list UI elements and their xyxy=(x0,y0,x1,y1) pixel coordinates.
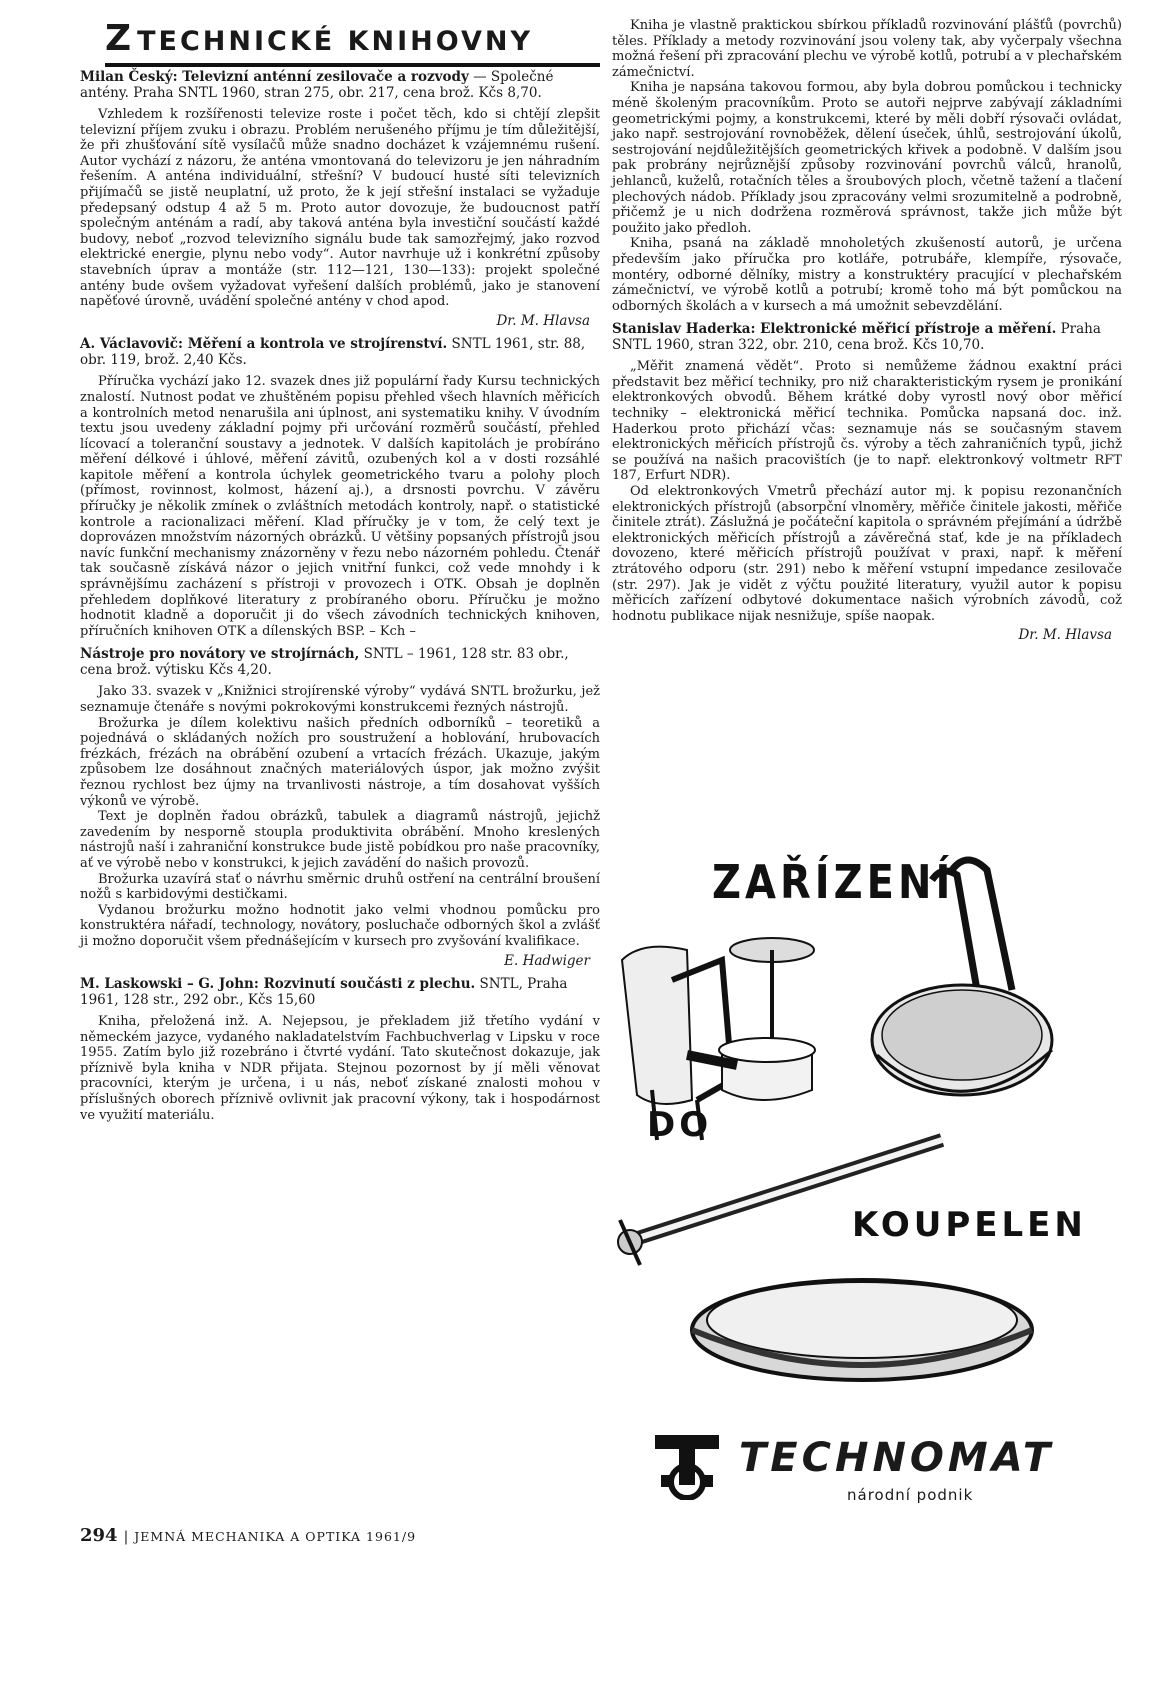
review-body xyxy=(612,18,1122,314)
section-title-initial: Z xyxy=(105,18,132,59)
review-heading xyxy=(80,647,600,678)
review-heading xyxy=(80,70,600,101)
section-header xyxy=(105,18,600,67)
review-authors: M. Laskowski – G. John: xyxy=(80,976,259,993)
review-author-title xyxy=(80,646,359,662)
review-book-title: Nástroje pro novátory ve strojírnách, xyxy=(80,646,360,663)
review-signature: Dr. M. Hlavsa xyxy=(1018,627,1112,644)
ad-headline-1: ZAŘÍZENÍ xyxy=(712,856,955,910)
review-publication-details: SNTL 1961, str. 88, obr. 119, brož. 2,40 Kčs. xyxy=(80,336,586,368)
review-signature: Dr. M. Hlavsa xyxy=(496,312,590,329)
review-paragraph: Kniha, přeložená inž. A. Nejepsou, je překladem již třetího vydání v německém jazyce, vydaného nakladatelstvím Fachbuchverlag v Lipsku v roce 1955. Zatím bylo již rozebráno i čtvrté vydání. Tato skutečnost dokazuje, jak příznivě byla kniha v NDR přijata. Stejnou pozornost by jí měli věnovat pracovníci, kterým je určena, i u nás, neboť získané znalosti mohou v příslušných oborech příznivě ovlivnit jak pracovní výkony, tak i hospodárnost ve využití materiálu. xyxy=(80,1014,600,1123)
ad-illustration xyxy=(612,840,1122,1420)
soap-dish-illustration xyxy=(687,938,815,1100)
book-review xyxy=(80,70,600,329)
review-paragraph: Kniha, psaná na základě mnoholetých zkušeností autorů, je určena především jako příručka pro kotláře, potrubáře, klempíře, rýsovače, montéry, odborné dělníky, mistry a konstruktéry pracující v plechařském zámečnictví, ve výrobě kotlů a potrubí; kromě toho má být pomůckou na odborných školách a v kursech a má umožnit sebevzdělání. xyxy=(612,236,1122,314)
book-review xyxy=(80,977,600,1123)
footer-separator: | xyxy=(123,1529,129,1545)
review-author-title xyxy=(80,976,475,992)
review-authors: Stanislav Haderka: xyxy=(612,321,756,338)
cup-holder-illustration xyxy=(622,947,732,1140)
review-heading xyxy=(80,977,600,1008)
review-paragraph: Od elektronkových Vmetrů přechází autor mj. k popisu rezonančních elektronických přístrojů (absorpční vlnoměry, měřiče činitele jakosti, měřiče činitele ztrát). Záslužná je počáteční kapitola o správném přejímání a údržbě elektronických měřicích přístrojů a závěrečná stať, kde je na příkladech dovozeno, které měřicích přístrojů používat v praxi, např. k měření ztrátového odporu (str. 291) nebo k měření vstupní impedance zesilovače (str. 297). Jak je vidět z výčtu použité literatury, využil autor k popisu měřicích zařízení odbytové dokumentace našich výrobních závodů, což hodnotu publikace nijak nesnižuje, spíše naopak. xyxy=(612,484,1122,624)
review-body xyxy=(612,359,1122,624)
review-paragraph: Vzhledem k rozšířenosti televize roste i počet těch, kdo si chtějí zlepšit televizní příjem zvuku i obrazu. Problém nerušeného příjmu je tím důležitější, že při zhušťování sítě vysílačů může snadno docházet k vzájemnému rušení. Autor vychází z názoru, že anténa vmontovaná do televizoru je jen náhradním řešením. A anténa individuální, střešní? V budoucí husté síti televizních přijímačů se jistě neuplatní, už proto, že k její střešní instalaci se vyžaduje předepsaný odstup 4 až 5 m. Proto autor dovozuje, že budoucnost patří společným anténám a radí, aby taková anténa byla investiční součástí každé budovy, neboť „rozvod televizního signálu bude tak samozřejmý, jako rozvod elektrické energie, plynu nebo vody“. Autor navrhuje už i konkrétní způsoby stavebních úprav a montáže (str. 112—121, 130—133): projekt společné antény bude ovšem vyžadovat vyřešení dalších problémů, jako je stanovení napěťové úrovně, uvádění společné antény v chod apod. xyxy=(80,107,600,310)
book-review xyxy=(80,647,600,969)
page-footer xyxy=(80,1525,416,1546)
review-publication-details: SNTL – 1961, 128 str. 83 obr., cena brož. výtisku Kčs 4,20. xyxy=(80,646,569,678)
book-review xyxy=(612,18,1122,314)
technomat-logo xyxy=(647,1430,1107,1510)
review-paragraph: Vydanou brožurku možno hodnotit jako velmi vhodnou pomůcku pro konstruktéra nářadí, technology, novátory, posluchače odborných škol a zvlášť ji možno doporučit všem přednášejícím v kursech pro zvyšování kvalifikace. xyxy=(80,902,600,949)
header-rule xyxy=(105,63,600,67)
review-body xyxy=(80,1014,600,1123)
review-heading xyxy=(612,322,1122,353)
towel-bar-illustration xyxy=(618,1140,942,1265)
brand-subtitle: národní podnik xyxy=(847,1486,974,1504)
review-body xyxy=(80,107,600,310)
review-book-title: Měření a kontrola ve strojírenství. xyxy=(187,336,448,353)
book-review xyxy=(80,337,600,639)
page-number: 294 xyxy=(80,1525,118,1546)
ad-headline-2: DO xyxy=(647,1105,713,1145)
section-title xyxy=(105,18,600,59)
review-publication-details: Praha SNTL 1960, stran 322, obr. 210, cena brož. Kčs 10,70. xyxy=(612,321,1101,353)
review-paragraph: Jako 33. svazek v „Knižnici strojírenské výroby“ vydává SNTL brožurku, jež seznamuje čtenáře s novými pokrokovými konstrukcemi řezných nástrojů. xyxy=(80,684,600,715)
review-book-title: Elektronické měřicí přístroje a měření. xyxy=(760,321,1057,338)
magazine-name: JEMNÁ MECHANIKA A OPTIKA 1961/9 xyxy=(134,1529,417,1544)
review-author-title xyxy=(612,321,1056,337)
review-paragraph: Kniha je vlastně praktickou sbírkou příkladů rozvinování plášťů (povrchů) těles. Příklady a metody rozvinování jsou voleny tak, aby vyčerpaly všechna možná řešení při zpracování plechu ve výrobě kotlů, potrubí a v plechařském zámečnictví. xyxy=(612,18,1122,80)
review-body xyxy=(80,684,600,949)
ad-headline-3: KOUPELEN xyxy=(852,1205,1087,1245)
review-body xyxy=(80,374,600,639)
right-column xyxy=(612,18,1122,652)
review-publication-details: — Společné antény. Praha SNTL 1960, stran 275, obr. 217, cena brož. Kčs 8,70. xyxy=(80,69,554,101)
review-book-title: Rozvinutí součásti z plechu. xyxy=(263,976,476,993)
brand-name: TECHNOMAT xyxy=(739,1435,1055,1481)
review-paragraph: Brožurka je dílem kolektivu našich předních odborníků – teoretiků a pojednává o skládaných nožích pro soustružení a hoblování, hrubovacích frézkách, frézách na obrábění ozubení a vrtacích frézách. Ukazuje, jakým způsobem lze dosáhnout značných materiálových úspor, jak možno zvýšit řeznou rychlost bez újmy na trvanlivosti nástroje, a tím dosahovat vyšších výkonů ve výrobě. xyxy=(80,715,600,809)
towel-rack-illustration xyxy=(872,860,1052,1095)
review-paragraph: Text je doplněn řadou obrázků, tabulek a diagramů nástrojů, jejichž zavedením by nesporně stoupla produktivita obrábění. Mnoho kreslených nástrojů naší i zahraniční konstrukce bude jistě pobídkou pro naše pracovníky, ať ve výrobě nebo v konstrukci, k jejich zavádění do našich provozů. xyxy=(80,809,600,871)
review-paragraph: Příručka vychází jako 12. svazek dnes již populární řady Kursu technických znalostí. Nutnost podat ve zhuštěném popisu přehled všech hlavních měřicích a kontrolních metod nenarušila ani úplnost, ani systematiku knihy. V úvodním textu jsou uvedeny základní pojmy při určování rozměrů součástí, přehled lícovací a toleranční soustavy a jednotek. V dalších kapitolách je probíráno měření délkové i úhlové, měření závitů, ozubených kol a v dosti rozsáhlé kapitole měření a kontrola úchylek geometrického tvaru a polohy ploch (přímost, rovinnost, kolmost, házení aj.), a drsnosti povrchu. V závěru příručky je několik zmínek o zvláštních metodách kontroly, např. o statistické kontrole a racionalizaci měření. Klad příručky je v tom, že celý text je doprovázen množstvím názorných obrázků. U většiny popsaných přístrojů jsou navíc funkční mechanismy znázorněny v řezu nebo názorném pohledu. Čtenář tak současně získává názor o jejich vnitřní funkci, což vede mnohdy i k správnějšímu zacházení s přístroji v provozech i OTK. Obsah je doplněn přehledem doplňkové literatury z probíraného oboru. Příručku je možno hodnotit kladně a doporučit ji do všech závodních technických knihoven, příručních knihoven OTK a dílenských BSP. – Kch – xyxy=(80,374,600,639)
left-column xyxy=(80,70,600,1131)
review-paragraph: Brožurka uzavírá stať o návrhu směrnic druhů ostření na centrální broušení nožů s karbidovými destičkami. xyxy=(80,871,600,903)
review-publication-details: SNTL, Praha 1961, 128 str., 292 obr., Kčs 15,60 xyxy=(80,976,568,1008)
review-signature: E. Hadwiger xyxy=(504,952,590,969)
mirror-shelf-illustration xyxy=(692,1280,1032,1380)
review-heading xyxy=(80,337,600,368)
review-authors: Milan Český: xyxy=(80,69,178,85)
book-review xyxy=(612,322,1122,644)
review-authors: A. Václavovič: xyxy=(80,336,183,353)
section-title-rest: TECHNICKÉ KNIHOVNY xyxy=(137,26,534,57)
review-paragraph: „Měřit znamená vědět“. Proto si nemůžeme žádnou exaktní práci představit bez měřicí techniky, pro niž charakteristickým rysem je pronikání elektronkových obvodů. Během krátké doby vyrostl nový obor měřicí techniky – elektronická měřicí technika. Pomůcka napsaná doc. inž. Haderkou proto přichází včas: seznamuje nás se současným stavem elektronických měřicích přístrojů čs. výroby a těch zahraničních typů, jichž se používá na našich pracovištích (je to např. elektronkový voltmetr RFT 187, Erfurt NDR). xyxy=(612,359,1122,484)
advertisement xyxy=(612,840,1122,1520)
review-paragraph: Kniha je napsána takovou formou, aby byla dobrou pomůckou i technicky méně školeným pracovníkům. Proto se autoři nejprve zabývají základními geometrickými pojmy, a konstrukcemi, které by měli dobří rýsovači ovládat, jako např. sestrojování rovnoběžek, dělení úseček, úhlů, sestrojování úkolů, sestrojování nejdůležitějších geometrických křivek a podobně. V dalším jsou pak probrány nejrůznější způsoby rozvinování povrchů válců, hranolů, jehlanců, kuželů, rotačních těles a šroubových ploch, včetně tažení a tlačení plechových nádob. Příklady jsou zpracovány velmi srozumitelně a podrobně, přičemž je u nich dodržena rozměrová správnost, takže jich může být použito jako předloh. xyxy=(612,80,1122,236)
review-author-title xyxy=(80,69,469,85)
review-book-title: Televizní anténní zesilovače a rozvody xyxy=(182,69,469,85)
review-author-title xyxy=(80,336,447,352)
technomat-emblem-icon xyxy=(647,1430,727,1500)
